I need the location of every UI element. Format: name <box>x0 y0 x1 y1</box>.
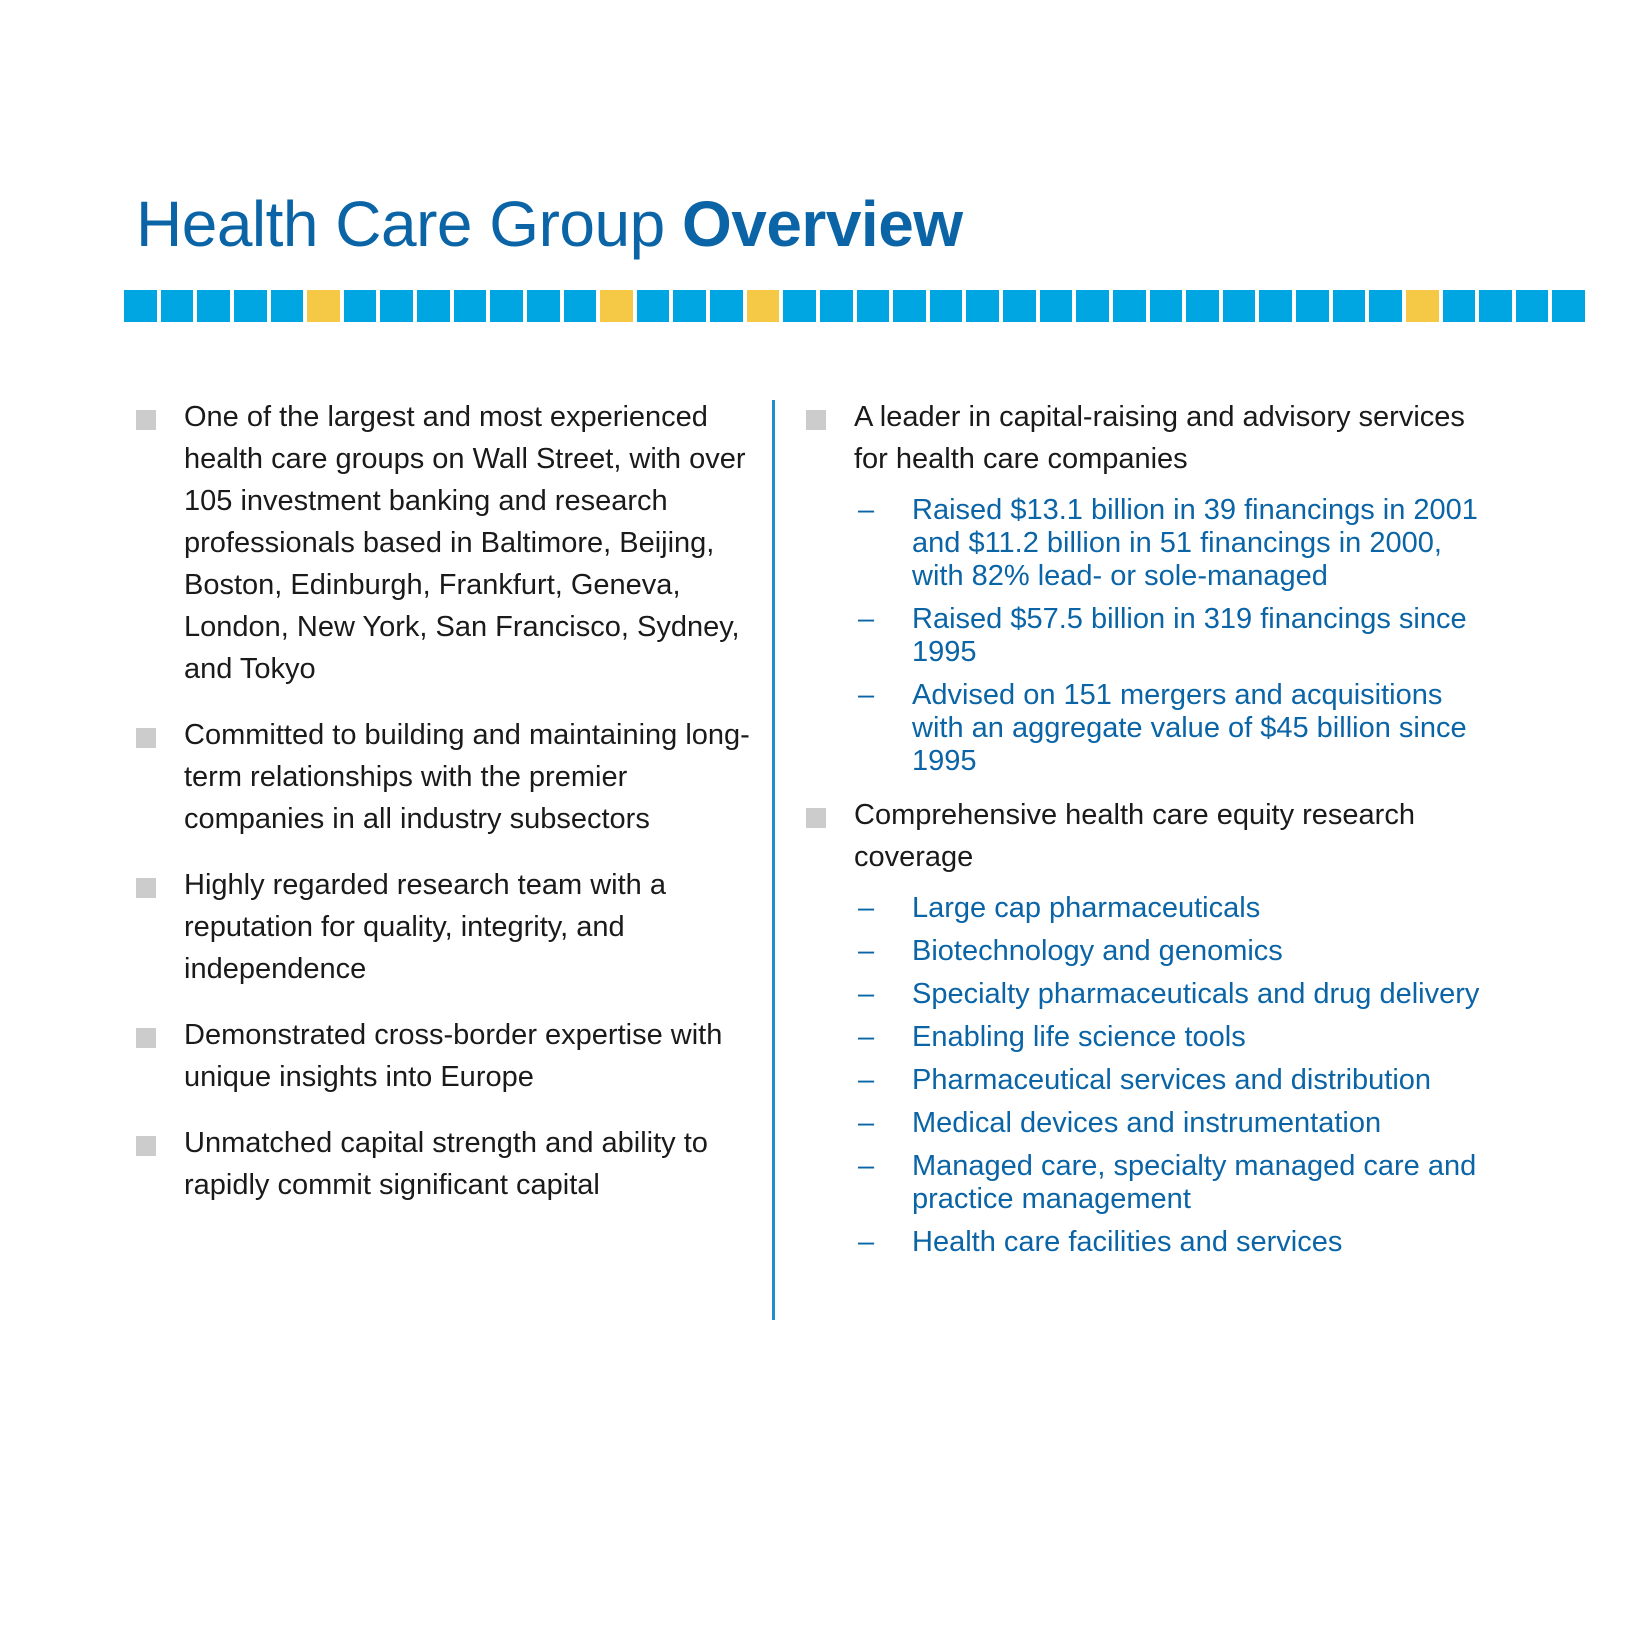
bar-square-yellow <box>307 290 340 322</box>
sub-list <box>806 892 1486 1259</box>
bar-square <box>1113 290 1146 322</box>
dash-icon: – <box>858 1107 875 1139</box>
square-bullet-icon <box>136 728 156 748</box>
sub-item <box>858 892 1486 925</box>
square-bullet-icon <box>806 808 826 828</box>
left-bullet-text: Demonstrated cross-border expertise with unique insights into Europe <box>184 1019 723 1093</box>
left-column <box>136 396 756 1230</box>
sub-item-text: Biotechnology and genomics <box>912 935 1283 967</box>
bar-square <box>417 290 450 322</box>
sub-item <box>858 679 1486 778</box>
bar-square <box>161 290 194 322</box>
sub-item-text: Large cap pharmaceuticals <box>912 892 1261 924</box>
sub-item-text: Advised on 151 mergers and acquisitions with an aggregate value of $45 billion since 1995 <box>912 679 1467 777</box>
bar-square <box>857 290 890 322</box>
right-bullet <box>806 396 1486 480</box>
bar-square <box>710 290 743 322</box>
dash-icon: – <box>858 603 875 635</box>
decorative-square-bar <box>124 290 1585 322</box>
sub-item <box>858 978 1486 1011</box>
bar-square <box>1369 290 1402 322</box>
bar-square-yellow <box>1406 290 1439 322</box>
dash-icon: – <box>858 494 875 526</box>
sub-item <box>858 494 1486 593</box>
bar-square <box>1516 290 1549 322</box>
dash-icon: – <box>858 935 875 967</box>
left-bullet <box>136 396 756 690</box>
bar-square <box>1186 290 1219 322</box>
page-title <box>136 188 963 262</box>
right-bullet <box>806 794 1486 878</box>
sub-item-text: Managed care, specialty managed care and practice management <box>912 1150 1477 1215</box>
bar-square <box>673 290 706 322</box>
column-divider <box>772 400 775 1320</box>
left-bullet-text: One of the largest and most experienced health care groups on Wall Street, with over 105 investment banking and research professionals based in Baltimore, Beijing, Boston, Edinburgh, Frankfurt, Geneva, London, New York, San Francisco, Sydney, and Tokyo <box>184 401 746 685</box>
bar-square <box>1333 290 1366 322</box>
left-bullet-text: Unmatched capital strength and ability to rapidly commit significant capital <box>184 1127 708 1201</box>
sub-item <box>858 1064 1486 1097</box>
bar-square <box>1552 290 1585 322</box>
square-bullet-icon <box>136 410 156 430</box>
bar-square <box>966 290 999 322</box>
bar-square <box>454 290 487 322</box>
sub-item <box>858 603 1486 669</box>
sub-item-text: Specialty pharmaceuticals and drug delivery <box>912 978 1480 1010</box>
left-bullet <box>136 864 756 990</box>
bar-square <box>1259 290 1292 322</box>
bar-square <box>564 290 597 322</box>
sub-item <box>858 1226 1486 1259</box>
right-bullet-text: A leader in capital-raising and advisory services for health care companies <box>854 401 1465 475</box>
sub-item <box>858 1150 1486 1216</box>
bar-square <box>527 290 560 322</box>
dash-icon: – <box>858 679 875 711</box>
bar-square <box>893 290 926 322</box>
bar-square-yellow <box>600 290 633 322</box>
left-bullet <box>136 1122 756 1206</box>
sub-item-text: Pharmaceutical services and distribution <box>912 1064 1432 1096</box>
sub-item <box>858 935 1486 968</box>
square-bullet-icon <box>136 878 156 898</box>
bar-square-yellow <box>747 290 780 322</box>
sub-item-text: Raised $13.1 billion in 39 financings in 2001 and $11.2 billion in 51 financings in 2000, with 82% lead- or sole-managed <box>912 494 1478 592</box>
sub-item <box>858 1107 1486 1140</box>
bar-square <box>1296 290 1329 322</box>
bar-square <box>930 290 963 322</box>
right-bullet-text: Comprehensive health care equity research coverage <box>854 799 1415 873</box>
bar-square <box>1003 290 1036 322</box>
bar-square <box>490 290 523 322</box>
dash-icon: – <box>858 1150 875 1182</box>
dash-icon: – <box>858 1226 875 1258</box>
square-bullet-icon <box>136 1028 156 1048</box>
bar-square <box>344 290 377 322</box>
bar-square <box>1150 290 1183 322</box>
dash-icon: – <box>858 892 875 924</box>
dash-icon: – <box>858 978 875 1010</box>
left-bullet-text: Highly regarded research team with a reputation for quality, integrity, and independence <box>184 869 666 985</box>
bar-square <box>1479 290 1512 322</box>
bar-square <box>1223 290 1256 322</box>
dash-icon: – <box>858 1021 875 1053</box>
title-bold: Overview <box>681 188 963 260</box>
square-bullet-icon <box>806 410 826 430</box>
title-light: Health Care Group <box>136 188 665 260</box>
bar-square <box>234 290 267 322</box>
left-bullet <box>136 714 756 840</box>
bar-square <box>1076 290 1109 322</box>
bar-square <box>820 290 853 322</box>
sub-item-text: Raised $57.5 billion in 319 financings since 1995 <box>912 603 1467 668</box>
bar-square <box>380 290 413 322</box>
bar-square <box>197 290 230 322</box>
sub-item-text: Health care facilities and services <box>912 1226 1343 1258</box>
square-bullet-icon <box>136 1136 156 1156</box>
left-bullet-text: Committed to building and maintaining long-term relationships with the premier companies in all industry subsectors <box>184 719 750 835</box>
bar-square <box>271 290 304 322</box>
sub-item-text: Medical devices and instrumentation <box>912 1107 1382 1139</box>
bar-square <box>124 290 157 322</box>
dash-icon: – <box>858 1064 875 1096</box>
sub-item-text: Enabling life science tools <box>912 1021 1246 1053</box>
sub-item <box>858 1021 1486 1054</box>
bar-square <box>637 290 670 322</box>
bar-square <box>1040 290 1073 322</box>
bar-square <box>1443 290 1476 322</box>
left-bullet <box>136 1014 756 1098</box>
bar-square <box>783 290 816 322</box>
right-column <box>806 396 1486 1275</box>
sub-list <box>806 494 1486 778</box>
